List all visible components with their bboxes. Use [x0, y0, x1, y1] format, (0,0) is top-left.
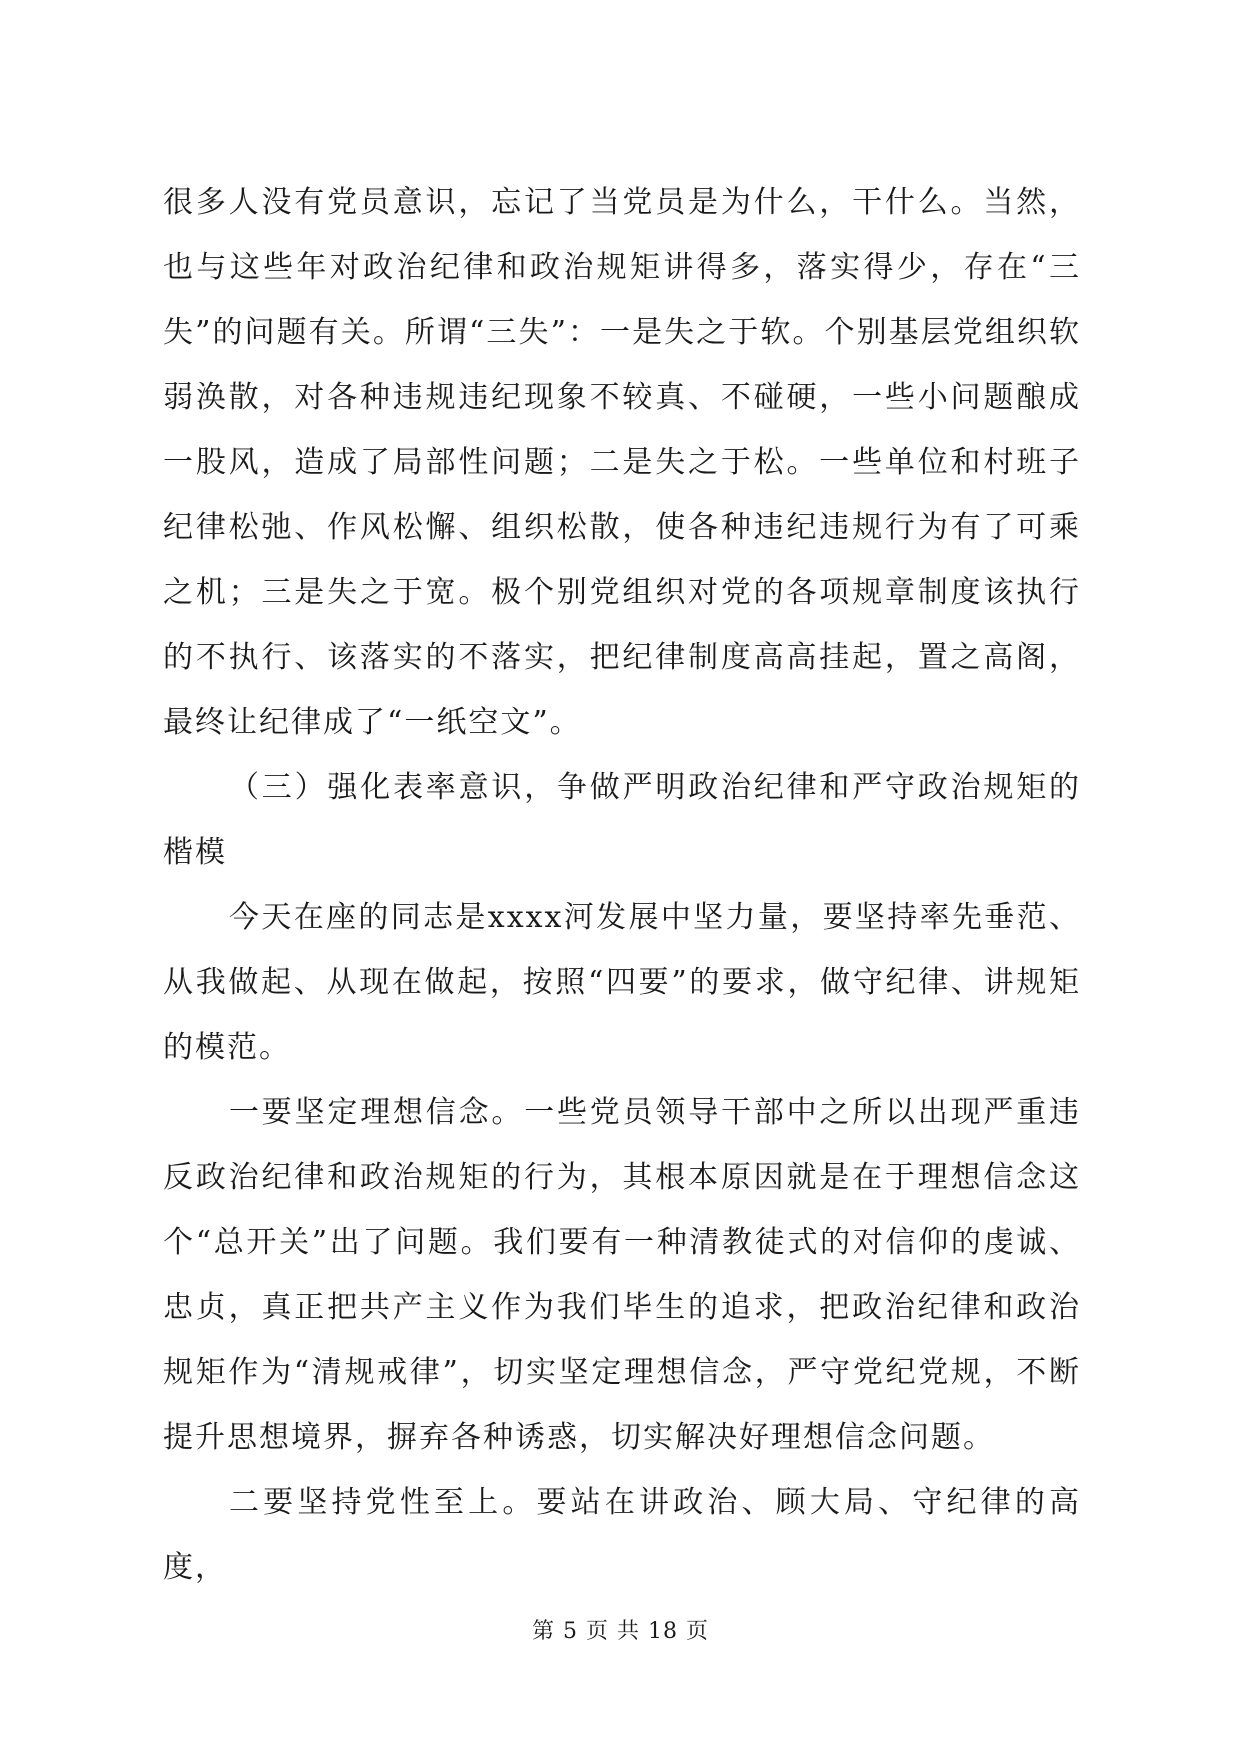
paragraph-first-requirement: 一要坚定理想信念。一些党员领导干部中之所以出现严重违反政治纪律和政治规矩的行为，其根本原因就是在于理想信念这个“总开关”出了问题。我们要有一种清教徒式的对信仰的虔诚、忠贞，真正把共产主义作为我们毕生的追求，把政治纪律和政治规矩作为“清规戒律”，切实坚定理想信念，严守党纪党规，不断提升思想境界，摒弃各种诱惑，切实解决好理想信念问题。: [163, 1095, 1081, 1455]
paragraph-intro: 今天在座的同志是xxxx河发展中坚力量，要坚持率先垂范、从我做起、从现在做起，按照“四要”的要求，做守纪律、讲规矩的模范。: [163, 900, 1081, 1065]
page-footer: 第 5 页 共 18 页: [532, 1619, 709, 1644]
paragraph-second-requirement: 二要坚持党性至上。要站在讲政治、顾大局、守纪律的高度，: [163, 1485, 1081, 1585]
body-text: [163, 170, 1081, 1600]
paragraph-continuation: 很多人没有党员意识，忘记了当党员是为什么，干什么。当然，也与这些年对政治纪律和政治规矩讲得多，落实得少，存在“三失”的问题有关。所谓“三失”：一是失之于软。个别基层党组织软弱涣散，对各种违规违纪现象不较真、不碰硬，一些小问题酿成一股风，造成了局部性问题；二是失之于松。一些单位和村班子纪律松弛、作风松懈、组织松散，使各种违纪违规行为有了可乘之机；三是失之于宽。极个别党组织对党的各项规章制度该执行的不执行、该落实的不落实，把纪律制度高高挂起，置之高阁，最终让纪律成了“一纸空文”。: [163, 185, 1081, 740]
section-heading: （三）强化表率意识，争做严明政治纪律和严守政治规矩的楷模: [163, 770, 1081, 870]
